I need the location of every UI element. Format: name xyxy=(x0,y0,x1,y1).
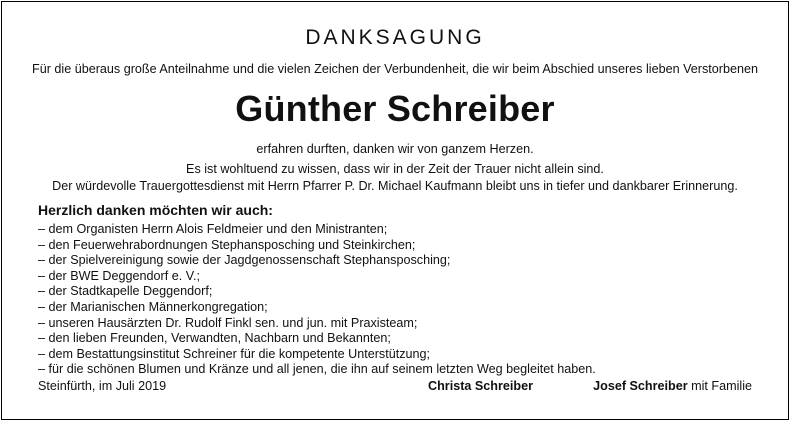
list-item: – den Feuerwehrabordnungen Stephansposching und Steinkirchen; xyxy=(38,238,596,254)
list-item: – dem Bestattungsinstitut Schreiner für die kompetente Unterstützung; xyxy=(38,347,596,363)
list-item: – der Marianischen Männerkongregation; xyxy=(38,300,596,316)
text-line-2: Es ist wohltuend zu wissen, dass wir in der Zeit der Trauer nicht allein sind. xyxy=(186,162,604,176)
list-item: – für die schönen Blumen und Kränze und all jenen, die ihn auf seinem letzten Weg begleitet haben. xyxy=(38,362,596,378)
list-item: – der Stadtkapelle Deggendorf; xyxy=(38,284,596,300)
text-line-1: erfahren durften, danken wir von ganzem Herzen. xyxy=(256,142,534,156)
list-item: – unseren Hausärzten Dr. Rudolf Finkl sen. und jun. mit Praxisteam; xyxy=(38,316,596,332)
signature-josef xyxy=(593,379,752,393)
thanks-heading: Herzlich danken möchten wir auch: xyxy=(38,202,273,218)
signature-josef-suffix: mit Familie xyxy=(687,379,752,393)
list-item: – dem Organisten Herrn Alois Feldmeier und den Ministranten; xyxy=(38,222,596,238)
obituary-card xyxy=(1,1,789,420)
list-item: – der Spielvereinigung sowie der Jagdgenossenschaft Stephansposching; xyxy=(38,253,596,269)
list-item: – den lieben Freunden, Verwandten, Nachbarn und Bekannten; xyxy=(38,331,596,347)
list-item: – der BWE Deggendorf e. V.; xyxy=(38,269,596,285)
signature-christa: Christa Schreiber xyxy=(428,379,533,393)
place-date: Steinfürth, im Juli 2019 xyxy=(38,379,167,393)
thanks-list xyxy=(38,222,596,378)
signature-josef-name: Josef Schreiber xyxy=(593,379,688,393)
heading: DANKSAGUNG xyxy=(305,26,485,49)
text-line-3: Der würdevolle Trauergottesdienst mit Herrn Pfarrer P. Dr. Michael Kaufmann bleibt uns in tiefer und dankbarer Erinnerung. xyxy=(52,179,738,193)
intro-text: Für die überaus große Anteilnahme und die vielen Zeichen der Verbundenheit, die wir beim Abschied unseres lieben Verstorbenen xyxy=(32,62,758,76)
deceased-name: Günther Schreiber xyxy=(235,88,555,129)
